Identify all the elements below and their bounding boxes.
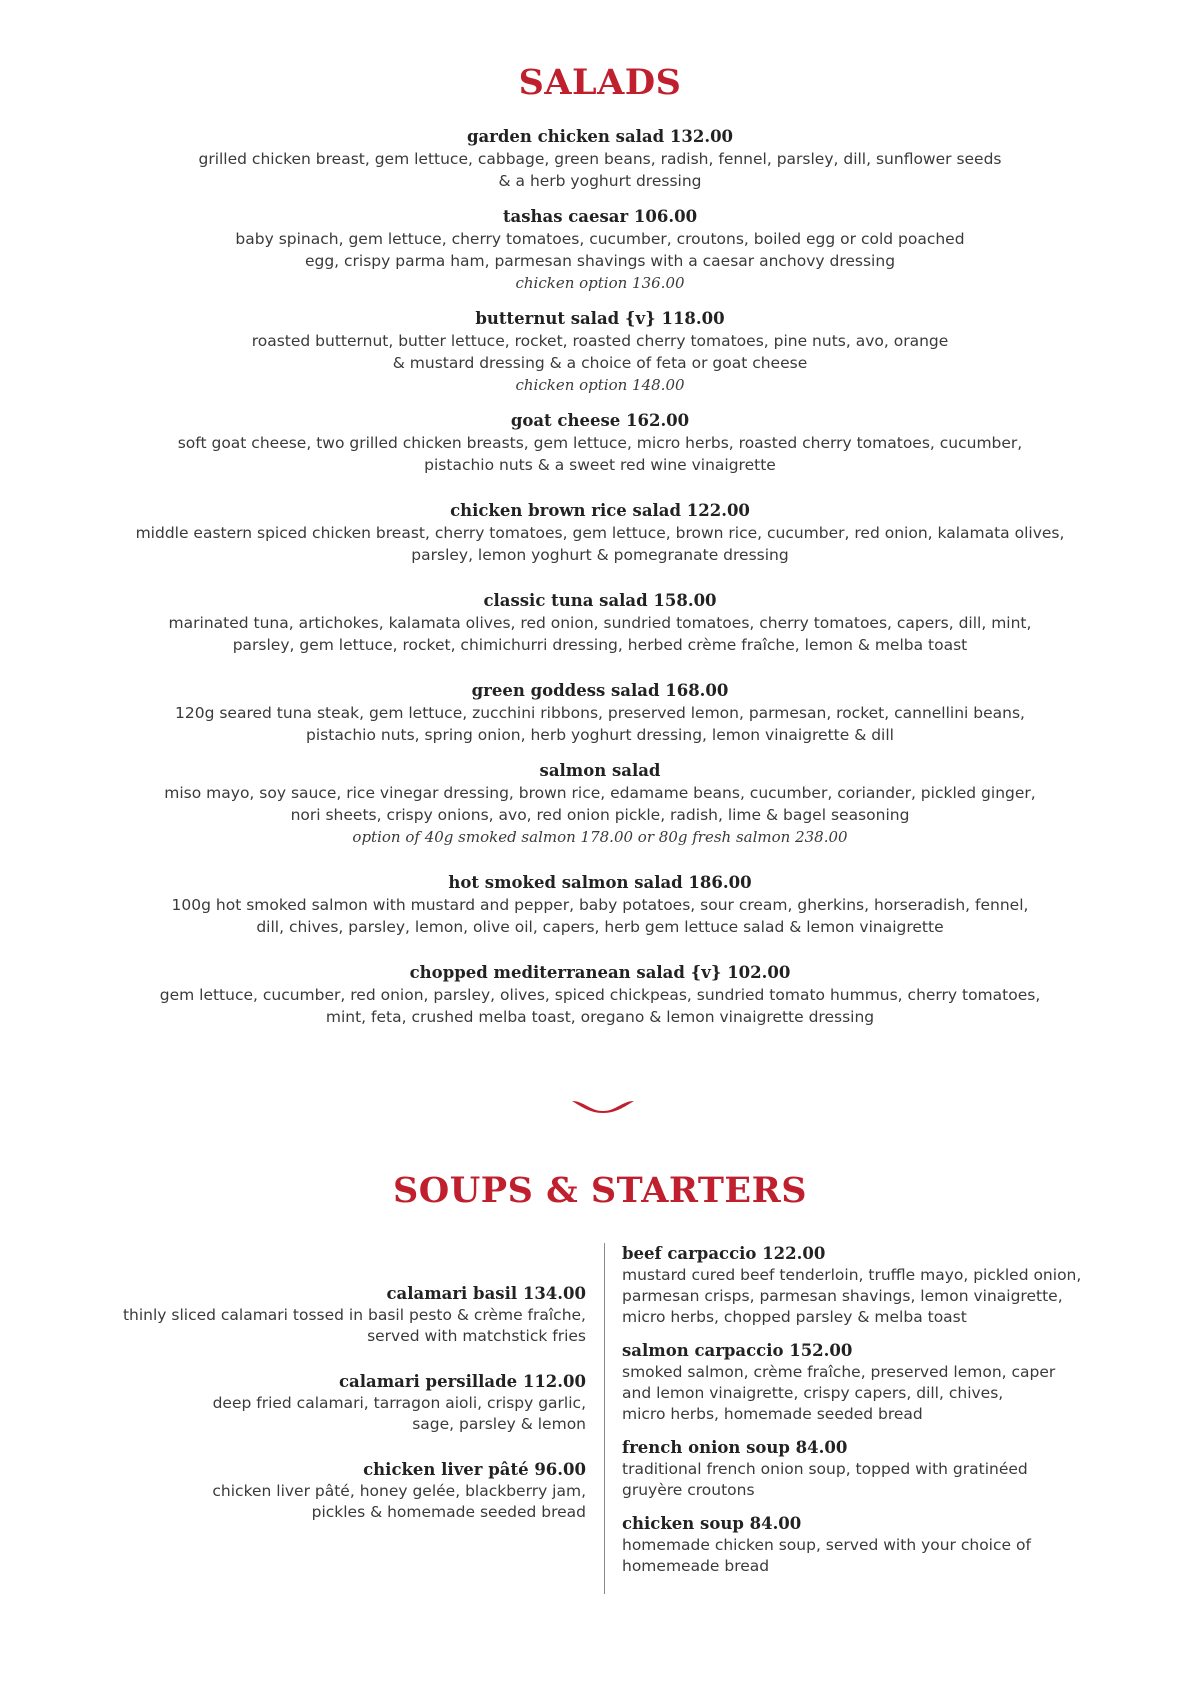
item-description: dill, chives, parsley, lemon, olive oil, capers, herb gem lettuce salad & lemon vinaigrette: [256, 918, 944, 936]
item-description: parsley, lemon yoghurt & pomegranate dressing: [411, 546, 789, 564]
item-description: gem lettuce, cucumber, red onion, parsley, olives, spiced chickpeas, sundried tomato hummus, cherry tomatoes,: [159, 986, 1041, 1004]
menu-item: [622, 1340, 1142, 1425]
menu-item: [622, 1513, 1142, 1577]
item-option: option of 40g smoked salmon 178.00 or 80g fresh salmon 238.00: [352, 828, 848, 846]
item-description: gruyère croutons: [622, 1481, 755, 1499]
item-description: roasted butternut, butter lettuce, rocket, roasted cherry tomatoes, pine nuts, avo, orange: [251, 332, 949, 350]
item-option: chicken option 148.00: [515, 376, 685, 394]
item-title: chicken liver pâté 96.00: [363, 1460, 586, 1479]
item-title: butternut salad {v} 118.00: [475, 309, 725, 328]
menu-item: [26, 1371, 586, 1435]
menu-item: [26, 1459, 586, 1523]
menu-item: [0, 500, 1200, 566]
item-option: chicken option 136.00: [515, 274, 685, 292]
menu-item: [0, 872, 1200, 938]
menu-item: [0, 126, 1200, 192]
item-description: 120g seared tuna steak, gem lettuce, zucchini ribbons, preserved lemon, parmesan, rocket, cannellini beans,: [175, 704, 1025, 722]
item-description: mustard cured beef tenderloin, truffle mayo, pickled onion,: [622, 1266, 1082, 1284]
item-description: & mustard dressing & a choice of feta or goat cheese: [392, 354, 808, 372]
item-title: salmon carpaccio 152.00: [622, 1341, 853, 1360]
item-title: green goddess salad 168.00: [471, 681, 729, 700]
item-title: calamari persillade 112.00: [339, 1372, 586, 1391]
item-title: tashas caesar 106.00: [502, 207, 698, 226]
item-description: pistachio nuts & a sweet red wine vinaigrette: [424, 456, 776, 474]
item-description: grilled chicken breast, gem lettuce, cabbage, green beans, radish, fennel, parsley, dill, sunflower seeds: [198, 150, 1002, 168]
menu-item: [26, 1283, 586, 1347]
starters-right-column: [622, 1243, 1142, 1589]
item-description: pickles & homemade seeded bread: [311, 1503, 586, 1521]
item-description: baby spinach, gem lettuce, cherry tomatoes, cucumber, croutons, boiled egg or cold poached: [235, 230, 965, 248]
item-description: marinated tuna, artichokes, kalamata olives, red onion, sundried tomatoes, cherry tomatoes, capers, dill, mint,: [168, 614, 1032, 632]
item-description: pistachio nuts, spring onion, herb yoghurt dressing, lemon vinaigrette & dill: [306, 726, 894, 744]
item-description: mint, feta, crushed melba toast, oregano & lemon vinaigrette dressing: [325, 1008, 875, 1026]
menu-item: [0, 680, 1200, 746]
starters-left-column: [26, 1283, 586, 1547]
item-description: sage, parsley & lemon: [412, 1415, 586, 1433]
salads-list: [0, 126, 1200, 1042]
item-title: hot smoked salmon salad 186.00: [448, 873, 752, 892]
column-divider: [604, 1243, 605, 1594]
item-description: parsley, gem lettuce, rocket, chimichurri dressing, herbed crème fraîche, lemon & melba toast: [232, 636, 968, 654]
item-title: chicken soup 84.00: [622, 1514, 802, 1533]
item-title: garden chicken salad 132.00: [466, 127, 734, 146]
item-description: chicken liver pâté, honey gelée, blackberry jam,: [212, 1482, 586, 1500]
item-description: soft goat cheese, two grilled chicken breasts, gem lettuce, micro herbs, roasted cherry tomatoes, cucumber,: [177, 434, 1023, 452]
item-title: goat cheese 162.00: [510, 411, 690, 430]
item-description: smoked salmon, crème fraîche, preserved lemon, caper: [622, 1363, 1056, 1381]
menu-item: [0, 410, 1200, 476]
item-description: homemade chicken soup, served with your choice of: [622, 1536, 1031, 1554]
soups-starters-heading: SOUPS & STARTERS: [393, 1170, 807, 1211]
item-title: calamari basil 134.00: [386, 1284, 586, 1303]
item-description: parmesan crisps, parmesan shavings, lemon vinaigrette,: [622, 1287, 1063, 1305]
menu-item: [0, 308, 1200, 396]
item-description: egg, crispy parma ham, parmesan shavings with a caesar anchovy dressing: [304, 252, 896, 270]
item-description: served with matchstick fries: [367, 1327, 586, 1345]
item-description: 100g hot smoked salmon with mustard and pepper, baby potatoes, sour cream, gherkins, horseradish, fennel,: [171, 896, 1029, 914]
ornamental-flourish-icon: [570, 1098, 636, 1114]
item-description: & a herb yoghurt dressing: [498, 172, 702, 190]
item-title: french onion soup 84.00: [622, 1438, 848, 1457]
item-description: homemeade bread: [622, 1557, 770, 1575]
item-description: and lemon vinaigrette, crispy capers, dill, chives,: [622, 1384, 1004, 1402]
item-description: traditional french onion soup, topped with gratinéed: [622, 1460, 1028, 1478]
menu-item: [0, 760, 1200, 848]
menu-item: [622, 1437, 1142, 1501]
item-title: salmon salad: [539, 761, 661, 780]
menu-item: [0, 206, 1200, 294]
item-description: miso mayo, soy sauce, rice vinegar dressing, brown rice, edamame beans, cucumber, coriander, pickled ginger,: [164, 784, 1036, 802]
menu-item: [0, 590, 1200, 656]
item-title: chicken brown rice salad 122.00: [450, 501, 750, 520]
item-description: micro herbs, chopped parsley & melba toast: [622, 1308, 967, 1326]
item-description: nori sheets, crispy onions, avo, red onion pickle, radish, lime & bagel seasoning: [290, 806, 910, 824]
menu-item: [0, 962, 1200, 1028]
item-description: thinly sliced calamari tossed in basil pesto & crème fraîche,: [122, 1306, 586, 1324]
item-title: beef carpaccio 122.00: [622, 1244, 826, 1263]
item-title: classic tuna salad 158.00: [483, 591, 717, 610]
item-title: chopped mediterranean salad {v} 102.00: [409, 963, 791, 982]
item-description: deep fried calamari, tarragon aioli, crispy garlic,: [212, 1394, 586, 1412]
item-description: middle eastern spiced chicken breast, cherry tomatoes, gem lettuce, brown rice, cucumber, red onion, kalamata olives,: [135, 524, 1065, 542]
salads-heading: SALADS: [518, 62, 682, 103]
item-description: micro herbs, homemade seeded bread: [622, 1405, 923, 1423]
menu-item: [622, 1243, 1142, 1328]
